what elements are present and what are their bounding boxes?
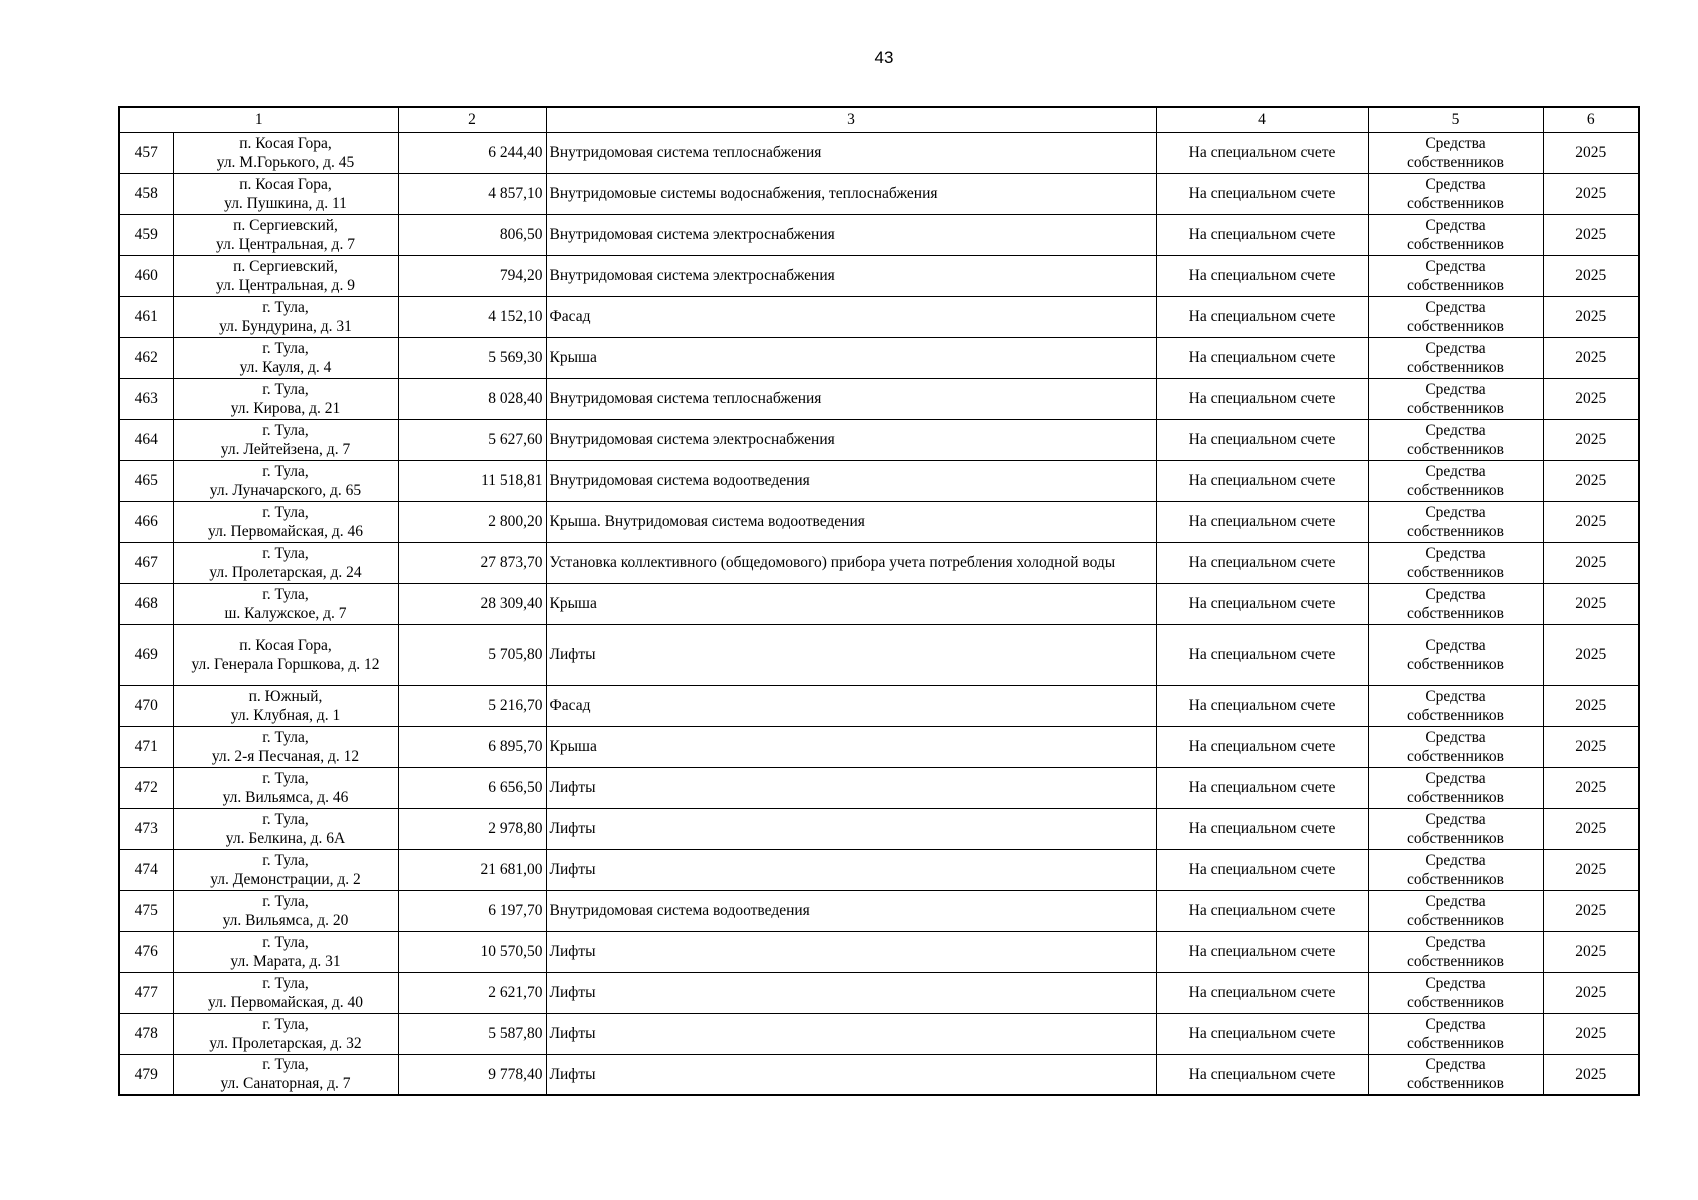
page-number: 43 [874, 48, 894, 67]
address-cell [173, 255, 398, 296]
address-street: ул. Пролетарская, д. 24 [209, 563, 362, 581]
year-cell: 2025 [1543, 726, 1639, 767]
funding-source-line2: собственников [1407, 276, 1504, 294]
area-cell: 10 570,50 [398, 931, 546, 972]
funding-source-line1: Средства [1425, 1015, 1486, 1033]
address-street: ул. М.Горького, д. 45 [216, 153, 355, 171]
funding-source-line1: Средства [1425, 974, 1486, 992]
address-street: ул. Вильямса, д. 46 [222, 788, 349, 806]
col-header-2: 2 [398, 107, 546, 132]
address-locality: г. Тула, [262, 769, 309, 787]
table-row [119, 931, 1639, 972]
work-type-cell: Лифты [546, 972, 1156, 1013]
address-street: ул. Центральная, д. 9 [216, 276, 355, 294]
address-locality: г. Тула, [262, 1056, 309, 1074]
account-cell: На специальном счете [1156, 726, 1368, 767]
year-cell: 2025 [1543, 419, 1639, 460]
address-locality: г. Тула, [262, 892, 309, 910]
funding-source-cell [1368, 685, 1543, 726]
funding-source-line1: Средства [1425, 216, 1486, 234]
area-cell: 5 705,80 [398, 624, 546, 685]
funding-source-line2: собственников [1407, 870, 1504, 888]
funding-source-line2: собственников [1407, 440, 1504, 458]
funding-source-cell [1368, 378, 1543, 419]
funding-source-line2: собственников [1407, 153, 1504, 171]
address-street: ул. Клубная, д. 1 [230, 706, 341, 724]
address-street: ул. Кауля, д. 4 [239, 358, 332, 376]
funding-source-line1: Средства [1425, 810, 1486, 828]
address-street: ул. Луначарского, д. 65 [209, 481, 362, 499]
funding-source-line1: Средства [1425, 380, 1486, 398]
funding-source-cell [1368, 255, 1543, 296]
work-type-cell: Лифты [546, 849, 1156, 890]
area-cell: 6 244,40 [398, 132, 546, 173]
account-cell: На специальном счете [1156, 378, 1368, 419]
address-cell [173, 337, 398, 378]
funding-source-line2: собственников [1407, 481, 1504, 499]
area-cell: 27 873,70 [398, 542, 546, 583]
year-cell: 2025 [1543, 931, 1639, 972]
table-row [119, 849, 1639, 890]
funding-source-cell [1368, 808, 1543, 849]
table-row [119, 337, 1639, 378]
funding-source-cell [1368, 767, 1543, 808]
row-number: 476 [119, 931, 173, 972]
funding-source-line2: собственников [1407, 1075, 1504, 1093]
address-locality: п. Сергиевский, [233, 257, 338, 275]
area-cell: 4 857,10 [398, 173, 546, 214]
funding-source-line2: собственников [1407, 993, 1504, 1011]
table-row [119, 583, 1639, 624]
work-type-cell: Фасад [546, 296, 1156, 337]
funding-source-line2: собственников [1407, 911, 1504, 929]
funding-source-cell [1368, 624, 1543, 685]
row-number: 475 [119, 890, 173, 931]
address-cell [173, 849, 398, 890]
funding-source-line2: собственников [1407, 706, 1504, 724]
account-cell: На специальном счете [1156, 624, 1368, 685]
address-locality: п. Сергиевский, [233, 216, 338, 234]
account-cell: На специальном счете [1156, 296, 1368, 337]
area-cell: 28 309,40 [398, 583, 546, 624]
year-cell: 2025 [1543, 1054, 1639, 1095]
address-street: ул. Марата, д. 31 [230, 952, 341, 970]
address-street: ул. Пролетарская, д. 32 [209, 1034, 362, 1052]
table-row [119, 214, 1639, 255]
address-street: ш. Калужское, д. 7 [224, 604, 347, 622]
funding-source-cell [1368, 501, 1543, 542]
col-header-5: 5 [1368, 107, 1543, 132]
funding-source-line1: Средства [1425, 585, 1486, 603]
table-row [119, 685, 1639, 726]
funding-source-line2: собственников [1407, 1034, 1504, 1052]
funding-source-line1: Средства [1425, 298, 1486, 316]
funding-source-line2: собственников [1407, 604, 1504, 622]
area-cell: 2 800,20 [398, 501, 546, 542]
address-cell [173, 890, 398, 931]
row-number: 458 [119, 173, 173, 214]
account-cell: На специальном счете [1156, 931, 1368, 972]
account-cell: На специальном счете [1156, 501, 1368, 542]
work-type-cell: Установка коллективного (общедомового) прибора учета потребления холодной воды [546, 542, 1156, 583]
address-street: ул. Санаторная, д. 7 [220, 1075, 351, 1093]
year-cell: 2025 [1543, 132, 1639, 173]
work-type-cell: Внутридомовые системы водоснабжения, теплоснабжения [546, 173, 1156, 214]
address-street: ул. Бундурина, д. 31 [219, 317, 352, 335]
work-type-cell: Лифты [546, 1013, 1156, 1054]
row-number: 479 [119, 1054, 173, 1095]
table-row [119, 767, 1639, 808]
address-street: ул. Генерала Горшкова, д. 12 [191, 655, 380, 673]
address-locality: г. Тула, [262, 974, 309, 992]
funding-source-line1: Средства [1425, 339, 1486, 357]
funding-source-line1: Средства [1425, 892, 1486, 910]
address-locality: г. Тула, [262, 585, 309, 603]
address-street: ул. Белкина, д. 6А [225, 829, 346, 847]
funding-source-cell [1368, 849, 1543, 890]
account-cell: На специальном счете [1156, 849, 1368, 890]
account-cell: На специальном счете [1156, 890, 1368, 931]
work-type-cell: Внутридомовая система электроснабжения [546, 214, 1156, 255]
row-number: 470 [119, 685, 173, 726]
row-number: 461 [119, 296, 173, 337]
account-cell: На специальном счете [1156, 173, 1368, 214]
funding-source-cell [1368, 890, 1543, 931]
funding-source-line1: Средства [1425, 728, 1486, 746]
address-locality: г. Тула, [262, 810, 309, 828]
address-cell [173, 808, 398, 849]
funding-source-cell [1368, 173, 1543, 214]
address-locality: г. Тула, [262, 462, 309, 480]
row-number: 471 [119, 726, 173, 767]
funding-source-line1: Средства [1425, 134, 1486, 152]
funding-source-line1: Средства [1425, 175, 1486, 193]
table-row [119, 1013, 1639, 1054]
year-cell: 2025 [1543, 337, 1639, 378]
funding-source-line2: собственников [1407, 317, 1504, 335]
row-number: 459 [119, 214, 173, 255]
area-cell: 11 518,81 [398, 460, 546, 501]
address-cell [173, 378, 398, 419]
work-type-cell: Крыша. Внутридомовая система водоотведения [546, 501, 1156, 542]
year-cell: 2025 [1543, 460, 1639, 501]
address-locality: г. Тула, [262, 544, 309, 562]
address-cell [173, 173, 398, 214]
funding-source-line2: собственников [1407, 655, 1504, 673]
funding-source-line1: Средства [1425, 933, 1486, 951]
address-locality: г. Тула, [262, 728, 309, 746]
work-type-cell: Внутридомовая система теплоснабжения [546, 132, 1156, 173]
row-number: 473 [119, 808, 173, 849]
address-locality: г. Тула, [262, 298, 309, 316]
address-cell [173, 685, 398, 726]
header-row [119, 107, 1639, 132]
col-header-1: 1 [119, 107, 398, 132]
work-type-cell: Внутридомовая система электроснабжения [546, 255, 1156, 296]
area-cell: 794,20 [398, 255, 546, 296]
work-type-cell: Внутридомовая система теплоснабжения [546, 378, 1156, 419]
funding-source-line1: Средства [1425, 687, 1486, 705]
address-locality: г. Тула, [262, 1015, 309, 1033]
row-number: 474 [119, 849, 173, 890]
table-row [119, 132, 1639, 173]
account-cell: На специальном счете [1156, 972, 1368, 1013]
table-row [119, 624, 1639, 685]
address-cell [173, 767, 398, 808]
address-cell [173, 583, 398, 624]
account-cell: На специальном счете [1156, 132, 1368, 173]
table-row [119, 972, 1639, 1013]
address-cell [173, 214, 398, 255]
address-locality: г. Тула, [262, 503, 309, 521]
area-cell: 6 656,50 [398, 767, 546, 808]
funding-source-line1: Средства [1425, 257, 1486, 275]
account-cell: На специальном счете [1156, 460, 1368, 501]
col-header-4: 4 [1156, 107, 1368, 132]
funding-source-cell [1368, 1054, 1543, 1095]
row-number: 462 [119, 337, 173, 378]
row-number: 466 [119, 501, 173, 542]
funding-source-line1: Средства [1425, 421, 1486, 439]
funding-source-cell [1368, 460, 1543, 501]
work-type-cell: Крыша [546, 337, 1156, 378]
address-cell [173, 296, 398, 337]
year-cell: 2025 [1543, 214, 1639, 255]
work-type-cell: Фасад [546, 685, 1156, 726]
year-cell: 2025 [1543, 378, 1639, 419]
address-locality: п. Косая Гора, [239, 175, 332, 193]
row-number: 478 [119, 1013, 173, 1054]
account-cell: На специальном счете [1156, 542, 1368, 583]
year-cell: 2025 [1543, 255, 1639, 296]
address-cell [173, 542, 398, 583]
funding-source-line1: Средства [1425, 1056, 1486, 1074]
year-cell: 2025 [1543, 685, 1639, 726]
address-cell [173, 501, 398, 542]
funding-source-line2: собственников [1407, 563, 1504, 581]
area-cell: 9 778,40 [398, 1054, 546, 1095]
funding-source-line1: Средства [1425, 462, 1486, 480]
address-street: ул. Лейтейзена, д. 7 [220, 440, 351, 458]
funding-source-line2: собственников [1407, 829, 1504, 847]
work-type-cell: Лифты [546, 1054, 1156, 1095]
work-type-cell: Лифты [546, 931, 1156, 972]
area-cell: 5 627,60 [398, 419, 546, 460]
table-row [119, 419, 1639, 460]
funding-source-line2: собственников [1407, 358, 1504, 376]
area-cell: 806,50 [398, 214, 546, 255]
address-locality: п. Южный, [248, 687, 323, 705]
table-body [119, 132, 1639, 1095]
area-cell: 5 569,30 [398, 337, 546, 378]
table-row [119, 296, 1639, 337]
address-locality: г. Тула, [262, 421, 309, 439]
work-type-cell: Внутридомовая система водоотведения [546, 890, 1156, 931]
account-cell: На специальном счете [1156, 419, 1368, 460]
funding-source-cell [1368, 296, 1543, 337]
funding-source-cell [1368, 132, 1543, 173]
account-cell: На специальном счете [1156, 255, 1368, 296]
address-cell [173, 419, 398, 460]
table-row [119, 460, 1639, 501]
funding-source-line1: Средства [1425, 636, 1486, 654]
area-cell: 8 028,40 [398, 378, 546, 419]
address-locality: г. Тула, [262, 380, 309, 398]
works-table [118, 106, 1640, 1096]
year-cell: 2025 [1543, 542, 1639, 583]
row-number: 472 [119, 767, 173, 808]
table-row [119, 1054, 1639, 1095]
account-cell: На специальном счете [1156, 685, 1368, 726]
row-number: 460 [119, 255, 173, 296]
work-type-cell: Лифты [546, 808, 1156, 849]
area-cell: 5 587,80 [398, 1013, 546, 1054]
address-street: ул. Центральная, д. 7 [216, 235, 355, 253]
funding-source-cell [1368, 419, 1543, 460]
col-header-3: 3 [546, 107, 1156, 132]
funding-source-line1: Средства [1425, 544, 1486, 562]
col-header-6: 6 [1543, 107, 1639, 132]
table-row [119, 726, 1639, 767]
address-street: ул. Вильямса, д. 20 [222, 911, 349, 929]
address-locality: г. Тула, [262, 933, 309, 951]
funding-source-line1: Средства [1425, 503, 1486, 521]
table-row [119, 542, 1639, 583]
funding-source-line2: собственников [1407, 522, 1504, 540]
address-locality: г. Тула, [262, 851, 309, 869]
funding-source-cell [1368, 972, 1543, 1013]
address-cell [173, 132, 398, 173]
address-locality: г. Тула, [262, 339, 309, 357]
area-cell: 6 197,70 [398, 890, 546, 931]
table-row [119, 808, 1639, 849]
year-cell: 2025 [1543, 501, 1639, 542]
account-cell: На специальном счете [1156, 583, 1368, 624]
year-cell: 2025 [1543, 972, 1639, 1013]
area-cell: 21 681,00 [398, 849, 546, 890]
work-type-cell: Крыша [546, 726, 1156, 767]
address-cell [173, 624, 398, 685]
work-type-cell: Лифты [546, 767, 1156, 808]
table-row [119, 255, 1639, 296]
funding-source-line2: собственников [1407, 788, 1504, 806]
table-row [119, 501, 1639, 542]
area-cell: 2 978,80 [398, 808, 546, 849]
address-street: ул. Пушкина, д. 11 [224, 194, 347, 212]
funding-source-line2: собственников [1407, 235, 1504, 253]
address-cell [173, 460, 398, 501]
row-number: 477 [119, 972, 173, 1013]
table-row [119, 890, 1639, 931]
table-row [119, 173, 1639, 214]
funding-source-cell [1368, 337, 1543, 378]
area-cell: 5 216,70 [398, 685, 546, 726]
table-row [119, 378, 1639, 419]
row-number: 467 [119, 542, 173, 583]
year-cell: 2025 [1543, 583, 1639, 624]
funding-source-line2: собственников [1407, 952, 1504, 970]
address-cell [173, 1013, 398, 1054]
area-cell: 6 895,70 [398, 726, 546, 767]
year-cell: 2025 [1543, 624, 1639, 685]
work-type-cell: Внутридомовая система водоотведения [546, 460, 1156, 501]
funding-source-cell [1368, 214, 1543, 255]
address-locality: п. Косая Гора, [239, 134, 332, 152]
address-street: ул. Первомайская, д. 46 [208, 522, 363, 540]
row-number: 469 [119, 624, 173, 685]
address-street: ул. Кирова, д. 21 [230, 399, 341, 417]
account-cell: На специальном счете [1156, 337, 1368, 378]
row-number: 468 [119, 583, 173, 624]
funding-source-line2: собственников [1407, 194, 1504, 212]
funding-source-line1: Средства [1425, 851, 1486, 869]
year-cell: 2025 [1543, 1013, 1639, 1054]
account-cell: На специальном счете [1156, 808, 1368, 849]
row-number: 465 [119, 460, 173, 501]
row-number: 457 [119, 132, 173, 173]
row-number: 463 [119, 378, 173, 419]
year-cell: 2025 [1543, 173, 1639, 214]
funding-source-cell [1368, 931, 1543, 972]
funding-source-line1: Средства [1425, 769, 1486, 787]
address-street: ул. 2-я Песчаная, д. 12 [211, 747, 360, 765]
year-cell: 2025 [1543, 890, 1639, 931]
area-cell: 4 152,10 [398, 296, 546, 337]
funding-source-cell [1368, 1013, 1543, 1054]
account-cell: На специальном счете [1156, 214, 1368, 255]
address-street: ул. Первомайская, д. 40 [208, 993, 363, 1011]
address-street: ул. Демонстрации, д. 2 [210, 870, 361, 888]
work-type-cell: Крыша [546, 583, 1156, 624]
row-number: 464 [119, 419, 173, 460]
year-cell: 2025 [1543, 296, 1639, 337]
account-cell: На специальном счете [1156, 1013, 1368, 1054]
year-cell: 2025 [1543, 808, 1639, 849]
funding-source-line2: собственников [1407, 747, 1504, 765]
address-cell [173, 1054, 398, 1095]
funding-source-cell [1368, 542, 1543, 583]
work-type-cell: Лифты [546, 624, 1156, 685]
year-cell: 2025 [1543, 767, 1639, 808]
area-cell: 2 621,70 [398, 972, 546, 1013]
address-cell [173, 931, 398, 972]
address-cell [173, 726, 398, 767]
year-cell: 2025 [1543, 849, 1639, 890]
funding-source-line2: собственников [1407, 399, 1504, 417]
address-locality: п. Косая Гора, [239, 636, 332, 654]
funding-source-cell [1368, 726, 1543, 767]
work-type-cell: Внутридомовая система электроснабжения [546, 419, 1156, 460]
address-cell [173, 972, 398, 1013]
account-cell: На специальном счете [1156, 1054, 1368, 1095]
account-cell: На специальном счете [1156, 767, 1368, 808]
funding-source-cell [1368, 583, 1543, 624]
